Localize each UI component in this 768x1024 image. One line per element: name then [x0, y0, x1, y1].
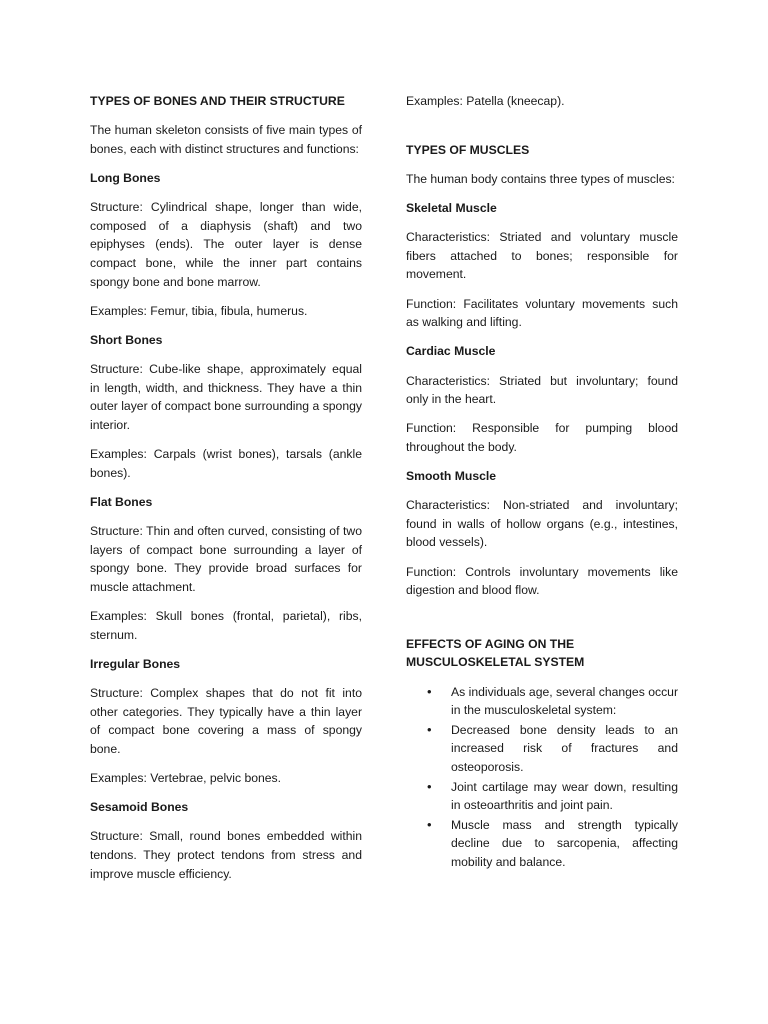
section-title-muscles: TYPES OF MUSCLES	[406, 142, 530, 157]
short-bones-examples: Examples: Carpals (wrist bones), tarsals (ankle bones).	[90, 447, 362, 480]
list-item: • Muscle mass and strength typically decline due to sarcopenia, affecting mobility and balance.	[406, 816, 678, 872]
left-column	[90, 92, 362, 894]
heading-short-bones: Short Bones	[90, 332, 163, 347]
heading-smooth-muscle: Smooth Muscle	[406, 469, 497, 484]
heading-long-bones: Long Bones	[90, 170, 161, 185]
heading-irregular-bones: Irregular Bones	[90, 656, 181, 671]
right-column	[406, 92, 678, 873]
heading-flat-bones: Flat Bones	[90, 494, 153, 509]
skeletal-characteristics: Characteristics: Striated and voluntary muscle fibers attached to bones; responsible for movement.	[406, 230, 678, 282]
heading-sesamoid-bones: Sesamoid Bones	[90, 800, 189, 815]
list-item: • Joint cartilage may wear down, resulting in osteoarthritis and joint pain.	[406, 778, 678, 815]
sesamoid-bones-examples: Examples: Patella (kneecap).	[406, 94, 565, 108]
section-title-aging: EFFECTS OF AGING ON THE MUSCULOSKELETAL SYSTEM	[406, 636, 585, 670]
sesamoid-bones-structure: Structure: Small, round bones embedded within tendons. They protect tendons from stress and improve muscle efficiency.	[90, 829, 362, 881]
flat-bones-examples: Examples: Skull bones (frontal, parietal), ribs, sternum.	[90, 609, 362, 642]
cardiac-function: Function: Responsible for pumping blood throughout the body.	[406, 421, 678, 454]
skeletal-function: Function: Facilitates voluntary movements such as walking and lifting.	[406, 296, 678, 330]
long-bones-structure: Structure: Cylindrical shape, longer than wide, composed of a diaphysis (shaft) and two epiphyses (ends). The outer layer is dense compact bone, while the inner part contains spongy bone and bone marrow.	[90, 200, 362, 289]
list-item: • Decreased bone density leads to an increased risk of fractures and osteoporosis.	[406, 721, 678, 777]
aging-bullet-list	[406, 683, 678, 872]
list-item: • As individuals age, several changes occur in the musculoskeletal system:	[406, 683, 678, 720]
heading-skeletal-muscle: Skeletal Muscle	[406, 200, 497, 215]
irregular-bones-examples: Examples: Vertebrae, pelvic bones.	[90, 770, 282, 785]
bones-intro: The human skeleton consists of five main types of bones, each with distinct structures and functions:	[90, 123, 362, 156]
section-title-bones: TYPES OF BONES AND THEIR STRUCTURE	[90, 94, 345, 108]
smooth-function: Function: Controls involuntary movements like digestion and blood flow.	[406, 564, 678, 598]
flat-bones-structure: Structure: Thin and often curved, consisting of two layers of compact bone surrounding a layer of spongy bone. They provide broad surfaces for muscle attachment.	[90, 524, 362, 594]
cardiac-characteristics: Characteristics: Striated but involuntary; found only in the heart.	[406, 373, 678, 407]
heading-cardiac-muscle: Cardiac Muscle	[406, 344, 496, 359]
irregular-bones-structure: Structure: Complex shapes that do not fit into other categories. They typically have a thin layer of compact bone covering a mass of spongy bone.	[90, 685, 362, 756]
long-bones-examples: Examples: Femur, tibia, fibula, humerus.	[90, 303, 308, 318]
short-bones-structure: Structure: Cube-like shape, approximately equal in length, width, and thickness. They have a thin outer layer of compact bone surrounding a spongy interior.	[90, 362, 362, 432]
muscles-intro: The human body contains three types of muscles:	[406, 171, 675, 186]
smooth-characteristics: Characteristics: Non-striated and involuntary; found in walls of hollow organs (e.g., intestines, blood vessels).	[406, 498, 678, 550]
